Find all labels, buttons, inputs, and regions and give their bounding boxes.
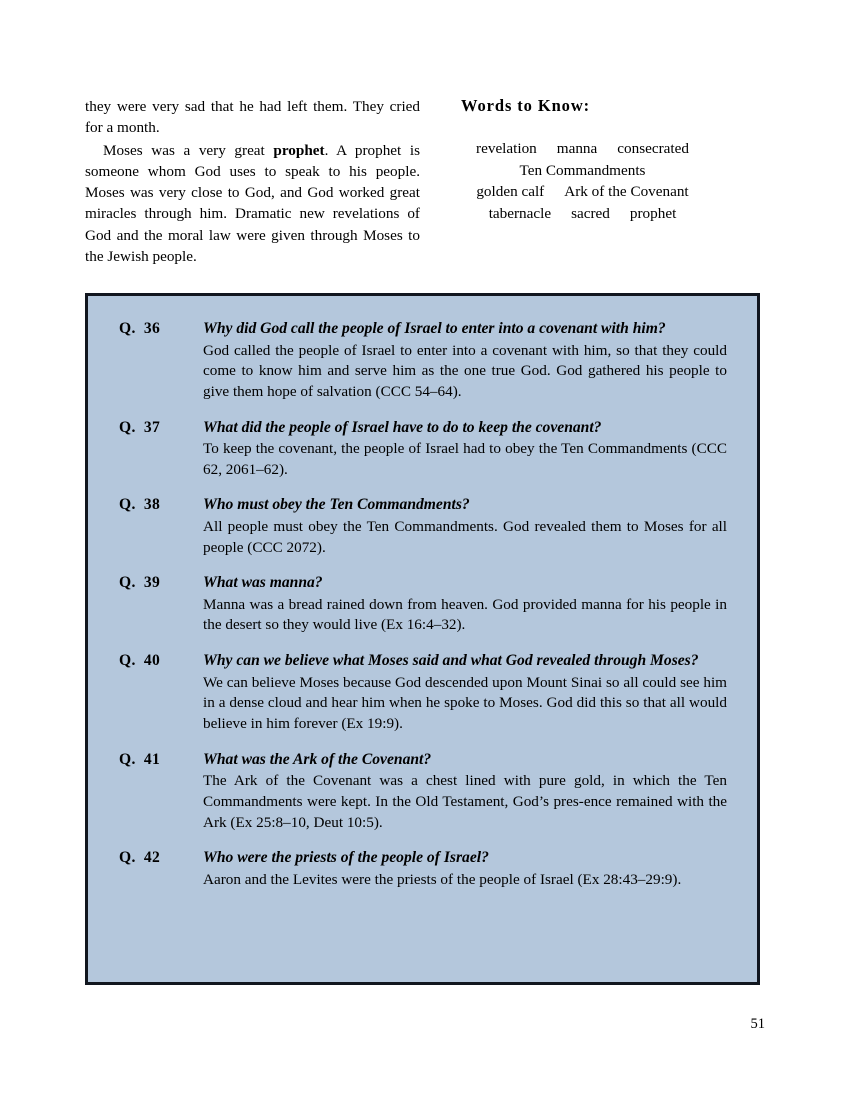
question-label [119, 749, 203, 771]
words-to-know-line [435, 203, 730, 225]
answer-text: The Ark of the Covenant was a chest lined with pure gold, in which the Ten Commandments were kept. In the Old Testament, God’s pres-ence remained with the Ark (Ex 25:8–10, Deut 10:5). [203, 772, 727, 831]
vocab-word: sacred [571, 204, 610, 222]
question-answer-box [85, 293, 760, 985]
question-label [119, 417, 203, 439]
qa-item [119, 847, 727, 890]
qa-item [119, 494, 727, 558]
top-content-area [85, 96, 730, 267]
qa-item [119, 318, 727, 403]
words-to-know-line [435, 138, 730, 160]
qa-body [203, 572, 727, 636]
vocab-word: manna [556, 140, 598, 157]
question-number: 37 [143, 418, 161, 436]
qa-body [203, 417, 727, 481]
paragraph-continuation: they were very sad that he had left them. They cried for a month. [85, 98, 420, 137]
left-text-column [85, 96, 420, 267]
question-label-prefix: Q. [119, 496, 136, 514]
qa-body [203, 749, 727, 834]
question-number: 39 [143, 574, 161, 592]
qa-body [203, 318, 727, 403]
question-label [119, 650, 203, 672]
answer-text: God called the people of Israel to enter into a covenant with him, so that they could come to know him and serve him as the one true God. God gathered his people to give them hope of salvation (CCC 54–64). [203, 341, 727, 400]
words-to-know-line [435, 160, 730, 182]
question-number: 38 [143, 496, 161, 514]
question-number: 42 [143, 849, 161, 867]
answer-text: We can believe Moses because God descended upon Mount Sinai so all could see him in a dense cloud and hear him when he spoke to Moses. God did this so that all would believe in him forever (Ex 19:9). [203, 673, 727, 732]
vocab-word: consecrated [617, 140, 689, 157]
question-text: What was manna? [203, 574, 323, 592]
question-label-prefix: Q. [119, 320, 136, 337]
question-text: Who were the priests of the people of Israel? [203, 849, 489, 867]
answer-text: Manna was a bread rained down from heaven. God provided manna for his people in the desert so they would live (Ex 16:4–32). [203, 595, 727, 634]
question-label [119, 847, 203, 869]
words-to-know-list [435, 138, 730, 224]
question-text: Why did God call the people of Israel to enter into a covenant with him? [203, 320, 666, 337]
qa-body [203, 650, 727, 735]
answer-text: All people must obey the Ten Commandments. God revealed them to Moses for all people (CCC 2072). [203, 517, 727, 556]
bold-term-prophet: prophet [273, 141, 325, 159]
paragraph-moses-prophet [85, 140, 420, 268]
question-text: What did the people of Israel have to do to keep the covenant? [203, 418, 602, 436]
question-label-prefix: Q. [119, 418, 136, 436]
words-to-know-heading: Words to Know: [461, 96, 591, 115]
qa-body [203, 847, 727, 890]
page-number: 51 [750, 1016, 765, 1032]
question-label-prefix: Q. [119, 652, 136, 670]
words-to-know-line [435, 181, 730, 203]
paragraph-text-after-bold: . A prophet is someone whom God uses to speak to his people. Moses was very close to God, and God worked great miracles through him. Dramatic new revelations of God and the moral law were given through Moses to the Jewish people. [85, 141, 420, 265]
paragraph-text-before-bold: Moses was a very great [103, 141, 274, 159]
question-number: 36 [143, 320, 161, 337]
question-text: Who must obey the Ten Commandments? [203, 496, 470, 514]
question-label [119, 318, 203, 340]
question-label [119, 494, 203, 516]
qa-item [119, 417, 727, 481]
vocab-word: Ark of the Covenant [564, 183, 689, 201]
question-text: Why can we believe what Moses said and what God revealed through Moses? [203, 652, 699, 670]
question-label-prefix: Q. [119, 849, 136, 867]
question-answer-list [119, 318, 727, 890]
answer-text: To keep the covenant, the people of Israel had to obey the Ten Commandments (CCC 62, 2061–62). [203, 440, 727, 478]
vocab-word: tabernacle [488, 204, 552, 222]
qa-item [119, 572, 727, 636]
question-label-prefix: Q. [119, 574, 136, 592]
vocab-word: Ten Commandments [519, 161, 646, 179]
qa-item [119, 749, 727, 834]
question-number: 40 [143, 652, 161, 670]
answer-text: Aaron and the Levites were the priests of the people of Israel (Ex 28:43–29:9). [203, 870, 682, 888]
question-text: What was the Ark of the Covenant? [203, 750, 432, 768]
vocab-word: revelation [476, 140, 537, 157]
qa-item [119, 650, 727, 735]
question-label [119, 572, 203, 594]
question-number: 41 [143, 750, 161, 768]
vocab-word: prophet [629, 204, 677, 222]
qa-body [203, 494, 727, 558]
question-label-prefix: Q. [119, 750, 136, 768]
vocab-word: golden calf [476, 183, 545, 201]
words-to-know-column [435, 96, 730, 224]
